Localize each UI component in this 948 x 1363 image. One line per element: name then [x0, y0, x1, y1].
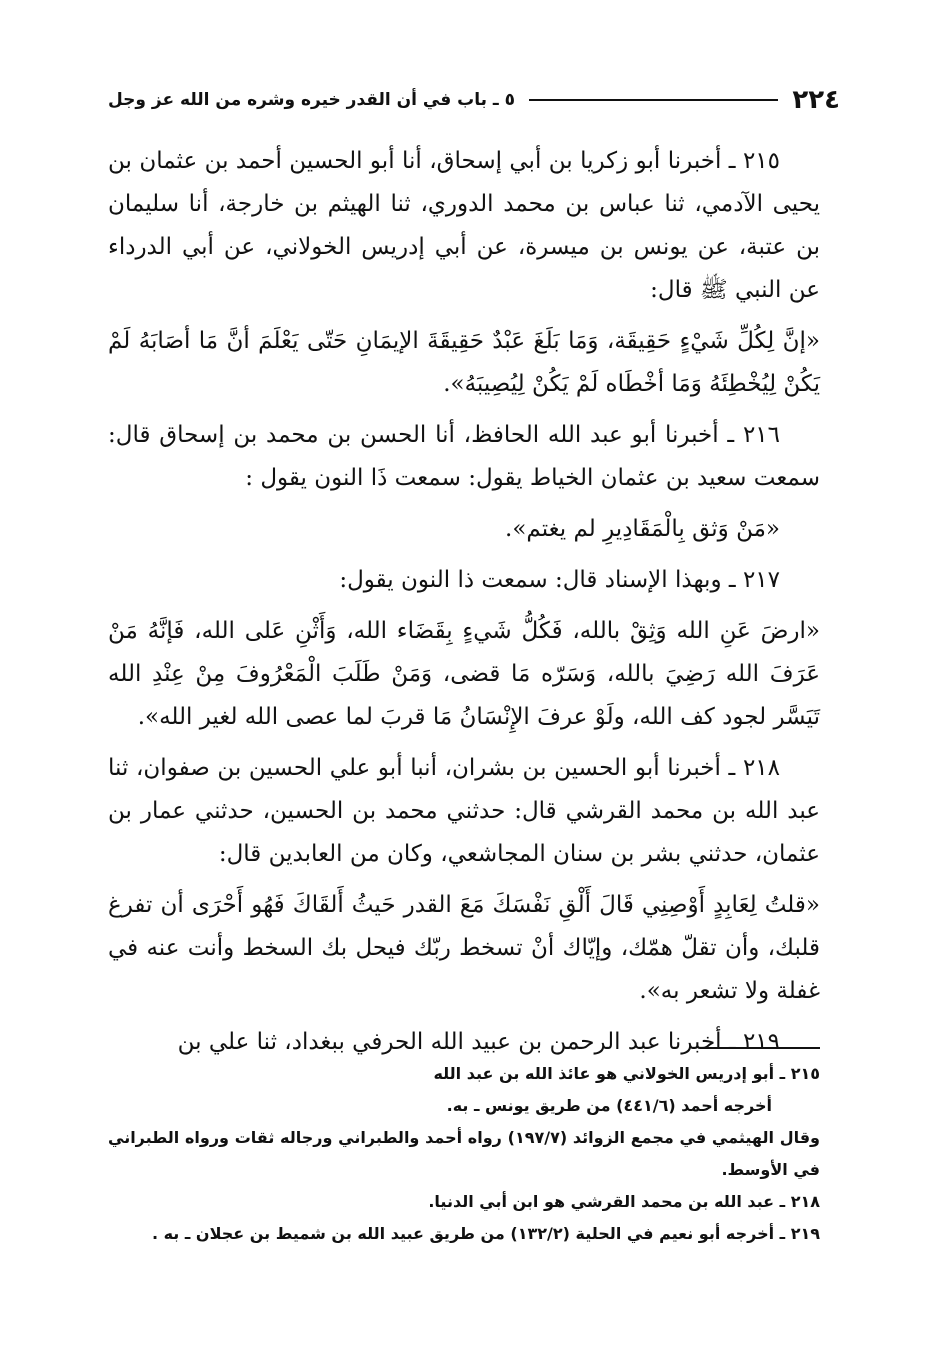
quote-paragraph: «إنَّ لِكُلِّ شَيْءٍ حَقِيقَة، وَمَا بَلَغَ عَبْدٌ حَقِيقَةَ الإيمَانِ حَتّى يَعْلَمَ أنَّ مَا أصَابَهُ لَمْ يَكُنْ لِيُخْطِئَهُ وَمَا أخْطَاه لَمْ يَكُنْ لِيُصِيبَهُ». [108, 328, 820, 397]
footnote: ٢١٥ ـ أبو إدريس الخولاني هو عائذ الله بن عبد الله [433, 1064, 820, 1083]
page-number: ٢٢٤ [792, 85, 840, 115]
paragraph: ٢١٩ ـ أخبرنا عبد الرحمن بن عبيد الله الحرفي ببغداد، ثنا علي بن [177, 1029, 780, 1055]
paragraph: ٢١٦ ـ أخبرنا أبو عبد الله الحافظ، أنا الحسن بن محمد بن إسحاق قال: سمعت سعيد بن عثمان الخياط يقول: سمعت ذَا النون يقول : [108, 422, 820, 491]
quote-paragraph: «مَنْ وَثق بِالْمَقَادِيرِ لم يغتم». [505, 516, 780, 542]
page-header [108, 80, 840, 120]
paragraph: ٢١٥ ـ أخبرنا أبو زكريا بن أبي إسحاق، أنا أبو الحسين أحمد بن عثمان بن يحيى الآدمي، ثنا عباس بن محمد الدوري، ثنا الهيثم بن خارجة، أنا سليمان بن عتبة، عن يونس بن ميسرة، عن أبي إدريس الخولاني، عن أبي الدرداء عن النبي ﷺ قال: [108, 148, 820, 303]
footnotes [108, 1058, 820, 1250]
footnote-divider [700, 1047, 820, 1049]
footnote: ٢١٩ ـ أخرجه أبو نعيم في الحلية (١٣٢/٢) من طريق عبيد الله بن شميط بن عجلان ـ به . [151, 1224, 820, 1243]
quote-paragraph: «ارضَ عَنِ الله وَثِقْ بالله، فَكُلُّ شَيءٍ بِقَضَاء الله، وَأَثْنِ عَلى الله، فَإنَّهُ مَنْ عَرَفَ الله رَضِيَ بالله، وَسَرّه مَا قضى، وَمَنْ طَلَبَ الْمَعْرُوفَ مِنْ عِنْدِ الله تَيَسَّر لجود كف الله، ولَوْ عرفَ الإِنْسَانُ مَا قربَ لما عصى الله لغير الله». [108, 618, 820, 730]
footnote: أخرجه أحمد (٤٤١/٦) من طريق يونس ـ به. [446, 1096, 772, 1115]
paragraph: ٢١٧ ـ وبهذا الإسناد قال: سمعت ذا النون يقول: [339, 567, 780, 593]
paragraph: ٢١٨ ـ أخبرنا أبو الحسين بن بشران، أنبا أبو علي الحسين بن صفوان، ثنا عبد الله بن محمد القرشي قال: حدثني محمد بن الحسين، حدثني عمار بن عثمان، حدثني بشر بن سنان المجاشعي، وكان من العابدين قال: [108, 755, 820, 867]
footnote: وقال الهيثمي في مجمع الزوائد (١٩٧/٧) رواه أحمد والطبراني ورجاله ثقات ورواه الطبراني في الأوسط. [108, 1128, 821, 1179]
main-text [108, 140, 820, 1072]
running-title: ٥ ـ باب في أن القدر خيره وشره من الله عز وجل [108, 90, 516, 110]
quote-paragraph: «قلتُ لِعَابِدٍ أَوْصِنِي قَالَ أَلْقِ نَفْسَكَ مَعَ القدر حَيثُ أَلقَاكَ فَهُو أَحْرَى أن تفرغ قلبك، وأن تقلّ همّك، وإيّاك أنْ تسخط ربّك فيحل بك السخط وأنت عنه في غفلة ولا تشعر به». [108, 892, 820, 1004]
header-rule [529, 99, 778, 101]
footnote: ٢١٨ ـ عبد الله بن محمد القرشي هو ابن أبي الدنيا. [428, 1192, 820, 1211]
